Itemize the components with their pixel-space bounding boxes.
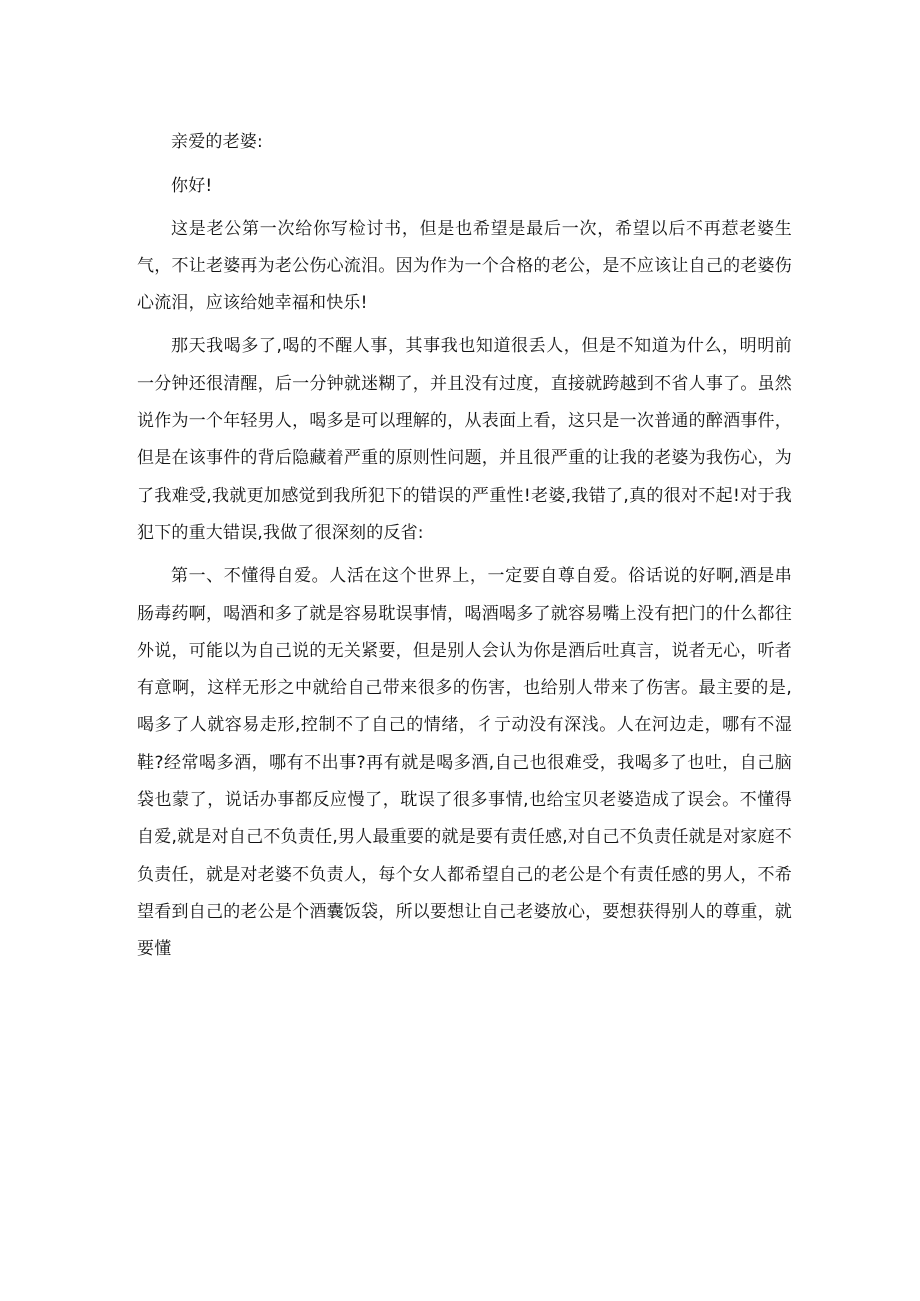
paragraph-first-reflection: 第一、不懂得自爱。人活在这个世界上，一定要自尊自爱。俗话说的好啊,酒是串肠毒药啊，喝酒和多了就是容易耽误事情，喝酒喝多了就容易嘴上没有把门的什么都往外说，可能以为自己说的无关紧要，但是别人会认为你是酒后吐真言，说者无心，听者有意啊，这样无形之中就给自己带来很多的伤害，也给别人带来了伤害。最主要的是,喝多了人就容易走形,控制不了自己的情绪，彳亍动没有深浅。人在河边走，哪有不湿鞋?经常喝多酒，哪有不出事?再有就是喝多酒,自己也很难受，我喝多了也吐，自己脑袋也蒙了，说话办事都反应慢了，耽误了很多事情,也给宝贝老婆造成了误会。不懂得自爱,就是对自己不负责任,男人最重要的就是要有责任感,对自己不负责任就是对家庭不负责任，就是对老婆不负责人，每个女人都希望自己的老公是个有责任感的男人，不希望看到自己的老公是个酒囊饭袋，所以要想让自己老婆放心，要想获得别人的尊重，就要懂	[137, 566, 792, 960]
letter-body	[137, 124, 792, 975]
paragraph-apology-intro: 这是老公第一次给你写检讨书，但是也希望是最后一次，希望以后不再惹老婆生气，不让老婆再为老公伤心流泪。因为作为一个合格的老公，是不应该让自己的老婆伤心流泪，应该给她幸福和快乐!	[137, 218, 792, 314]
letter-salutation: 亲爱的老婆:	[171, 132, 263, 152]
paragraph-drinking-incident: 那天我喝多了,喝的不醒人事，其事我也知道很丢人，但是不知道为什么，明明前一分钟还很清醒，后一分钟就迷糊了，并且没有过度，直接就跨越到不省人事了。虽然说作为一个年轻男人，喝多是可以理解的，从表面上看，这只是一次普通的醉酒事件，但是在该事件的背后隐藏着严重的原则性问题，并且很严重的让我的老婆为我伤心，为了我难受,我就更加感觉到我所犯下的错误的严重性!老婆,我错了,真的很对不起!对于我犯下的重大错误,我做了很深刻的反省:	[137, 336, 792, 543]
letter-greeting: 你好!	[171, 176, 213, 197]
